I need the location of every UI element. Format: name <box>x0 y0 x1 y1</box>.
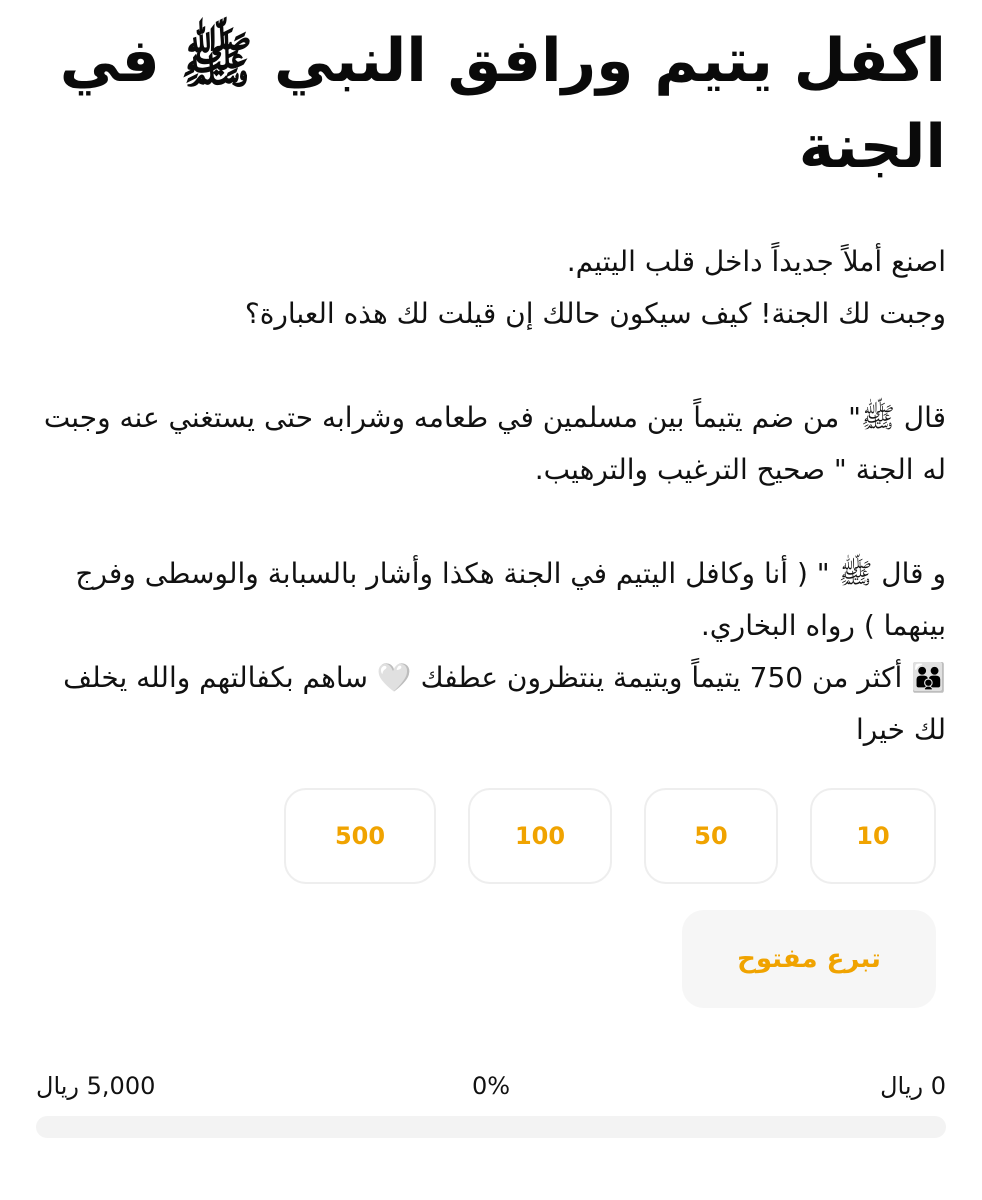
open-donation-button[interactable]: تبرع مفتوح <box>682 910 936 1008</box>
progress-labels <box>36 1072 946 1108</box>
amount-options <box>284 788 936 884</box>
progress-percent: 0% <box>471 1072 511 1100</box>
hadith-2: و قال ﷺ " ( أنا وكافل اليتيم في الجنة هكذا وأشار بالسبابة والوسطى وفرج بينهما ) رواه البخاري. <box>66 557 946 642</box>
description-line-2: وجبت لك الجنة! كيف سيكون حالك إن قيلت لك هذه العبارة؟ <box>244 297 946 330</box>
hadith-1: قال ﷺ" من ضم يتيماً بين مسلمين في طعامه وشرابه حتى يستغني عنه وجبت له الجنة " صحيح الترغيب والترهيب. <box>34 401 946 486</box>
page-title: اكفل يتيم ورافق النبي ﷺ في الجنة <box>59 26 946 182</box>
orphans-appeal: 👪 أكثر من 750 يتيماً ويتيمة ينتظرون عطفك 🤍 ساهم بكفالتهم والله يخلف لك خيرا <box>54 661 946 746</box>
paragraph-spacer <box>34 340 946 392</box>
amount-button-100[interactable]: 100 <box>468 788 612 884</box>
progress-bar <box>36 1116 946 1138</box>
description-line-1: اصنع أملاً جديداً داخل قلب اليتيم. <box>566 245 946 278</box>
amount-button-50[interactable]: 50 <box>644 788 778 884</box>
amount-button-500[interactable]: 500 <box>284 788 436 884</box>
paragraph-spacer <box>34 496 946 548</box>
amount-button-10[interactable]: 10 <box>810 788 936 884</box>
campaign-description <box>34 236 946 756</box>
raised-amount: 0 ريال <box>880 1072 946 1100</box>
goal-amount: 5,000 ريال <box>36 1072 156 1100</box>
